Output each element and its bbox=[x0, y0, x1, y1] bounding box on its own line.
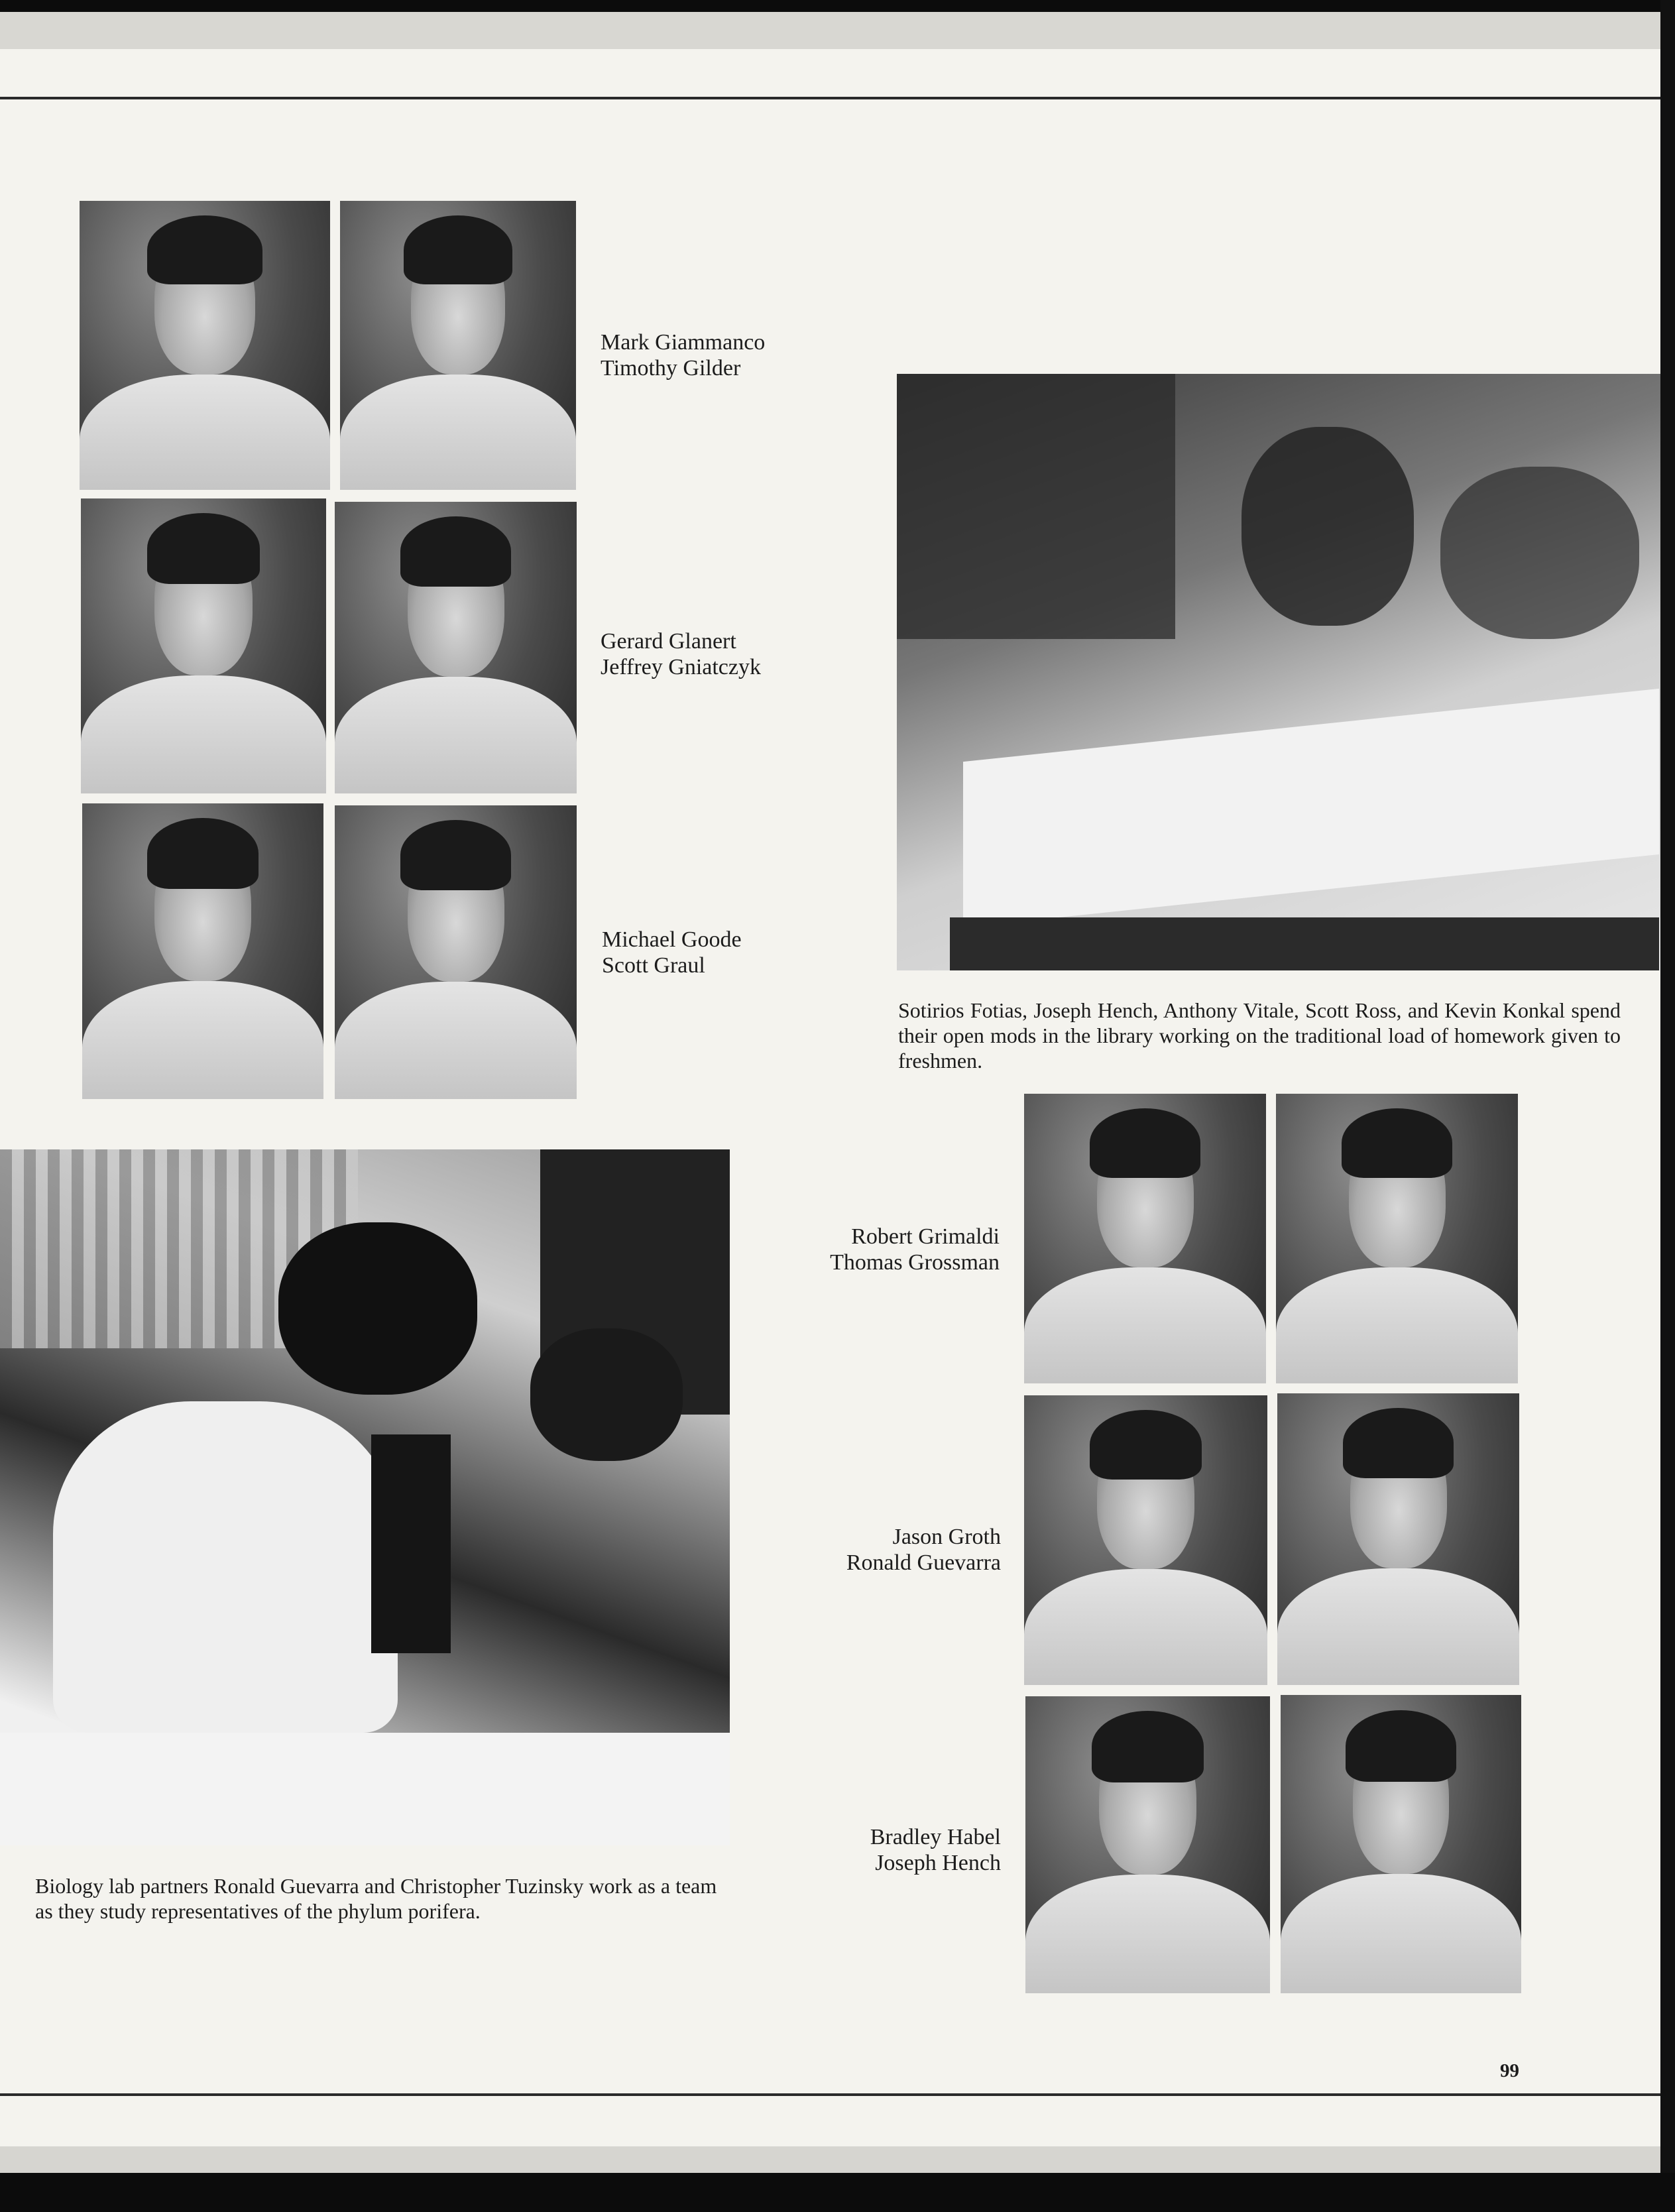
student-name: Michael Goode bbox=[602, 927, 742, 952]
biology-photo bbox=[0, 1149, 730, 1845]
student-name: Timothy Gilder bbox=[601, 356, 741, 380]
student-name: Joseph Hench bbox=[875, 1851, 1001, 1875]
portrait-robert-grimaldi bbox=[1024, 1094, 1266, 1383]
student-name: Jason Groth bbox=[892, 1525, 1001, 1549]
top-page-edge bbox=[0, 12, 1660, 49]
portrait-thomas-grossman bbox=[1276, 1094, 1518, 1383]
names-row-4 bbox=[762, 1224, 1000, 1275]
footer-rule bbox=[0, 2093, 1660, 2096]
portrait-gerard-glanert bbox=[81, 498, 326, 793]
names-row-5 bbox=[764, 1524, 1001, 1576]
portrait-ronald-guevarra bbox=[1277, 1393, 1519, 1685]
names-row-3 bbox=[602, 927, 742, 978]
student-name: Mark Giammanco bbox=[601, 330, 766, 355]
bottom-scan-border bbox=[0, 2173, 1675, 2212]
portrait-mark-giammanco bbox=[80, 201, 330, 490]
portrait-bradley-habel bbox=[1025, 1696, 1270, 1993]
portrait-scott-graul bbox=[335, 805, 577, 1099]
student-name: Scott Graul bbox=[602, 953, 705, 978]
names-row-6 bbox=[764, 1824, 1001, 1876]
biology-caption: Biology lab partners Ronald Guevarra and Christopher Tuzinsky work as a team as they study representatives of the phylum porifera. bbox=[35, 1874, 717, 1923]
library-photo bbox=[897, 374, 1660, 970]
page-number: 99 bbox=[1500, 2060, 1519, 2081]
student-name: Jeffrey Gniatczyk bbox=[601, 655, 761, 679]
library-caption: Sotirios Fotias, Joseph Hench, Anthony Vitale, Scott Ross, and Kevin Konkal spend their open mods in the library working on the traditional load of homework given to freshmen. bbox=[898, 998, 1621, 1073]
portrait-joseph-hench bbox=[1281, 1695, 1521, 1993]
portrait-timothy-gilder bbox=[340, 201, 576, 490]
header-rule bbox=[0, 97, 1660, 99]
student-name: Thomas Grossman bbox=[830, 1250, 1000, 1275]
student-name: Robert Grimaldi bbox=[851, 1224, 1000, 1249]
student-name: Ronald Guevarra bbox=[846, 1550, 1001, 1575]
portrait-michael-goode bbox=[82, 803, 323, 1099]
names-row-2 bbox=[601, 628, 761, 680]
student-name: Gerard Glanert bbox=[601, 629, 736, 654]
bottom-page-edge bbox=[0, 2146, 1660, 2173]
portrait-jeffrey-gniatczyk bbox=[335, 502, 577, 793]
names-row-1 bbox=[601, 329, 765, 381]
portrait-jason-groth bbox=[1024, 1395, 1267, 1685]
student-name: Bradley Habel bbox=[870, 1825, 1001, 1849]
right-scan-border bbox=[1660, 0, 1675, 2212]
